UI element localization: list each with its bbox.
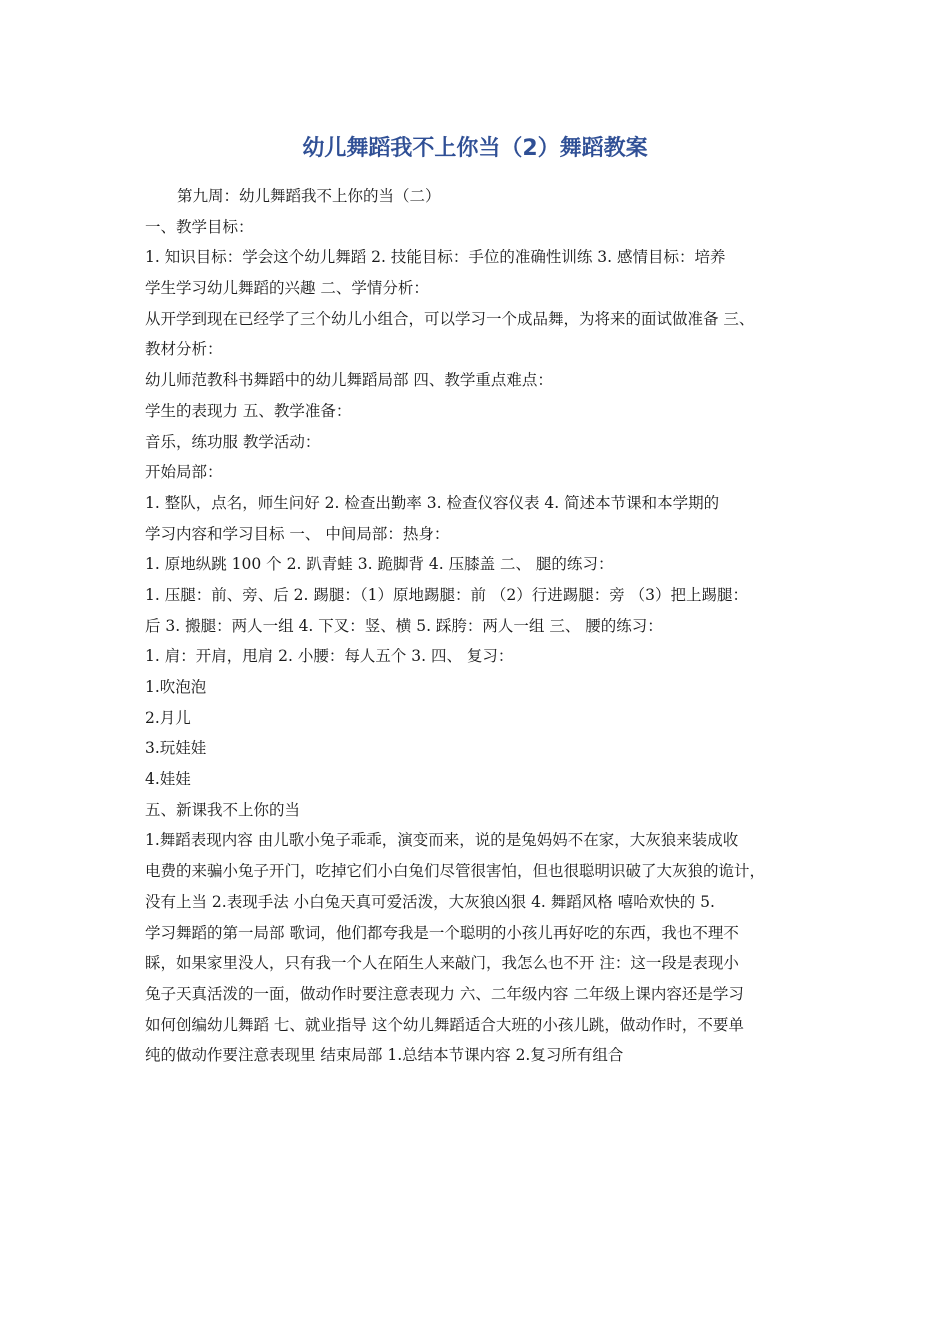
text-line: 1.舞蹈表现内容 由儿歌小兔子乖乖，演变而来，说的是兔妈妈不在家，大灰狼来装成收 xyxy=(145,831,739,850)
text-line: 一、教学目标： xyxy=(145,217,254,236)
text-line: 没有上当 2.表现手法 小白兔天真可爱活泼，大灰狼凶狠 4. 舞蹈风格 嘻哈欢快的 5. xyxy=(145,892,715,911)
text-line: 后 3. 搬腿：两人一组 4. 下叉：竖、横 5. 踩胯：两人一组 三、 腰的练习： xyxy=(145,616,663,635)
text-line: 学生学习幼儿舞蹈的兴趣 二、学情分析： xyxy=(145,279,429,298)
text-line: 从开学到现在已经学了三个幼儿小组合，可以学习一个成品舞，为将来的面试做准备 三、 xyxy=(145,309,755,328)
text-line: 学生的表现力 五、教学准备： xyxy=(145,401,352,420)
text-line: 音乐，练功服 教学活动： xyxy=(145,432,321,451)
text-line: 1. 整队，点名，师生问好 2. 检查出勤率 3. 检查仪容仪表 4. 简述本节课和本学期的 xyxy=(145,493,720,512)
text-line: 教材分析： xyxy=(145,340,223,359)
text-line: 1. 压腿：前、旁、后 2. 踢腿：（1）原地踢腿：前 （2）行进踢腿：旁 （3）把上踢腿： xyxy=(145,585,749,604)
text-line: 五、新课我不上你的当 xyxy=(145,800,301,819)
text-line: 3.玩娃娃 xyxy=(145,739,207,758)
text-line: 如何创编幼儿舞蹈 七、就业指导 这个幼儿舞蹈适合大班的小孩儿跳，做动作时，不要单 xyxy=(145,1015,744,1034)
text-line: 开始局部： xyxy=(145,463,223,482)
text-line: 睬，如果家里没人，只有我一个人在陌生人来敲门，我怎么也不开 注：这一段是表现小 xyxy=(145,954,739,973)
text-line: 电费的来骗小兔子开门，吃掉它们小白兔们尽管很害怕，但也很聪明识破了大灰狼的诡计， xyxy=(145,862,766,881)
text-line: 1. 原地纵跳 100 个 2. 趴青蛙 3. 跪脚背 4. 压膝盖 二、 腿的练习： xyxy=(145,555,614,574)
text-line: 4.娃娃 xyxy=(145,770,191,789)
document-body xyxy=(145,181,810,1071)
text-line: 兔子天真活泼的一面，做动作时要注意表现力 六、二年级内容 二年级上课内容还是学习 xyxy=(145,984,744,1003)
text-line: 第九周：幼儿舞蹈我不上你的当（二） xyxy=(177,187,441,205)
document-title: 幼儿舞蹈我不上你当（2）舞蹈教案 xyxy=(302,136,648,161)
text-line: 1.吹泡泡 xyxy=(145,678,207,696)
text-line: 2.月儿 xyxy=(145,708,191,727)
text-line: 1. 知识目标：学会这个幼儿舞蹈 2. 技能目标：手位的准确性训练 3. 感情目标：培养 xyxy=(145,248,726,267)
text-line: 学习内容和学习目标 一、 中间局部：热身： xyxy=(145,524,450,543)
text-line: 纯的做动作要注意表现里 结束局部 1.总结本节课内容 2.复习所有组合 xyxy=(145,1046,624,1065)
text-line: 学习舞蹈的第一局部 歌词，他们都夸我是一个聪明的小孩儿再好吃的东西，我也不理不 xyxy=(145,923,739,942)
text-line: 幼儿师范教科书舞蹈中的幼儿舞蹈局部 四、教学重点难点： xyxy=(145,371,553,390)
text-line: 1. 肩：开肩，甩肩 2. 小腰：每人五个 3. 四、 复习： xyxy=(145,647,514,666)
